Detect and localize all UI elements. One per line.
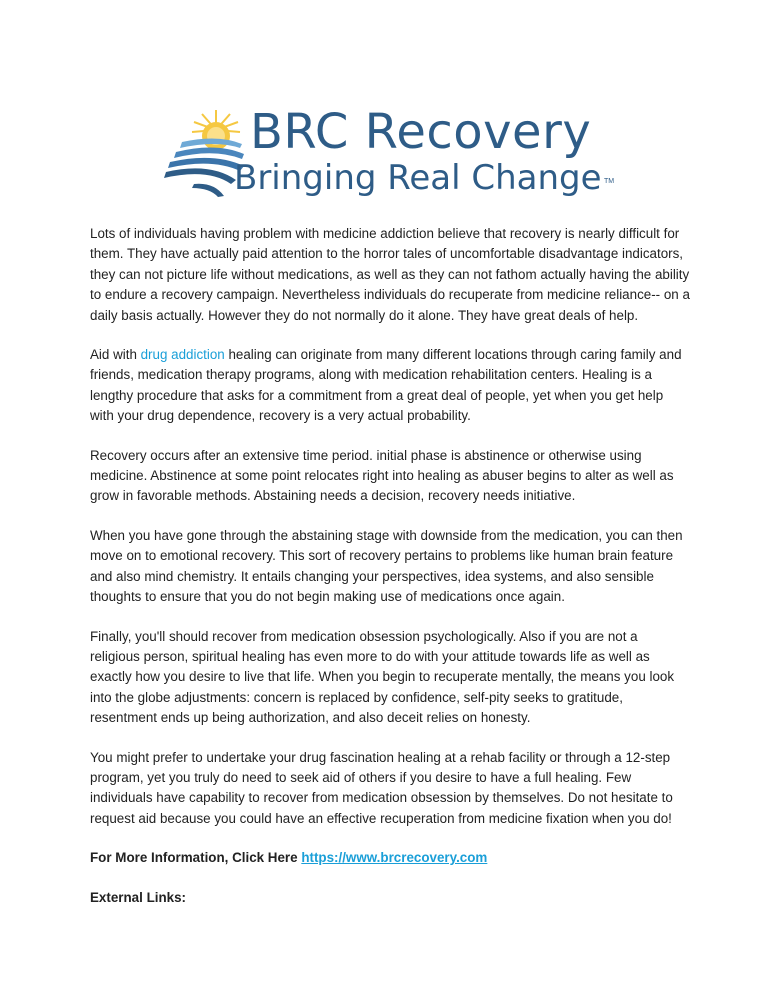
logo-trademark: TM (604, 178, 615, 185)
drug-addiction-link[interactable]: drug addiction (140, 347, 225, 363)
paragraph-2-rest: healing can originate from many different locations through caring family and friends, medication therapy programs, along with medication rehabilitation centers. Healing is a lengthy procedure that asks for a commitment from a great deal of people, yet when you get help with your drug dependence, recovery is a very actual probability. (90, 347, 682, 424)
logo-brand-name: BRC Recovery (250, 104, 592, 160)
article-body (90, 224, 690, 927)
more-info-line (90, 848, 690, 868)
external-links-heading: External Links: (90, 889, 186, 905)
more-info-label: For More Information, Click Here (90, 850, 302, 866)
paragraph-5: Finally, you'll should recover from medication obsession psychologically. Also if you are not a religious person, spiritual healing has even more to do with your attitude towards life as well as exactly how you desire to live that life. When you begin to recuperate mentally, the means you look into the globe adjustments: concern is replaced by confidence, self-pity seeks to gratitude, resentment ends up being authorization, and also deceit relies on honesty. (90, 628, 675, 726)
paragraph-2 (90, 345, 690, 427)
brc-recovery-url-link[interactable]: https://www.brcrecovery.com (301, 850, 488, 866)
paragraph-1: Lots of individuals having problem with medicine addiction believe that recovery is nearly difficult for them. They have actually paid attention to the horror tales of uncomfortable disadvantage indicators, they can not picture life without medications, as well as they can not fathom actually having the ability to endure a recovery campaign. Nevertheless individuals do recuperate from medicine reliance-- on a daily basis actually. However they do not normally do it alone. They have great deals of help. (90, 226, 690, 323)
brc-recovery-logo (158, 100, 618, 210)
paragraph-3: Recovery occurs after an extensive time period. initial phase is abstinence or otherwise using medicine. Abstinence at some point relocates right into healing as abuser begins to alter as well as grow in favorable methods. Abstaining needs a decision, recovery needs initiative. (90, 447, 674, 504)
paragraph-6: You might prefer to undertake your drug fascination healing at a rehab facility or through a 12-step program, yet you truly do need to seek aid of others if you desire to have a full healing. Few individuals have capability to recover from medication obsession by themselves. Do not hesitate to request aid because you could have an effective recuperation from medicine fixation when you do! (90, 749, 673, 826)
logo-tagline: Bringing Real Change (234, 158, 602, 198)
paragraph-2-start: Aid with (90, 347, 141, 363)
paragraph-4: When you have gone through the abstaining stage with downside from the medication, you can then move on to emotional recovery. This sort of recovery pertains to problems like human brain feature and also mind chemistry. It entails changing your perspectives, idea systems, and also sensible thoughts to ensure that you do not begin making use of medications once again. (90, 527, 683, 605)
